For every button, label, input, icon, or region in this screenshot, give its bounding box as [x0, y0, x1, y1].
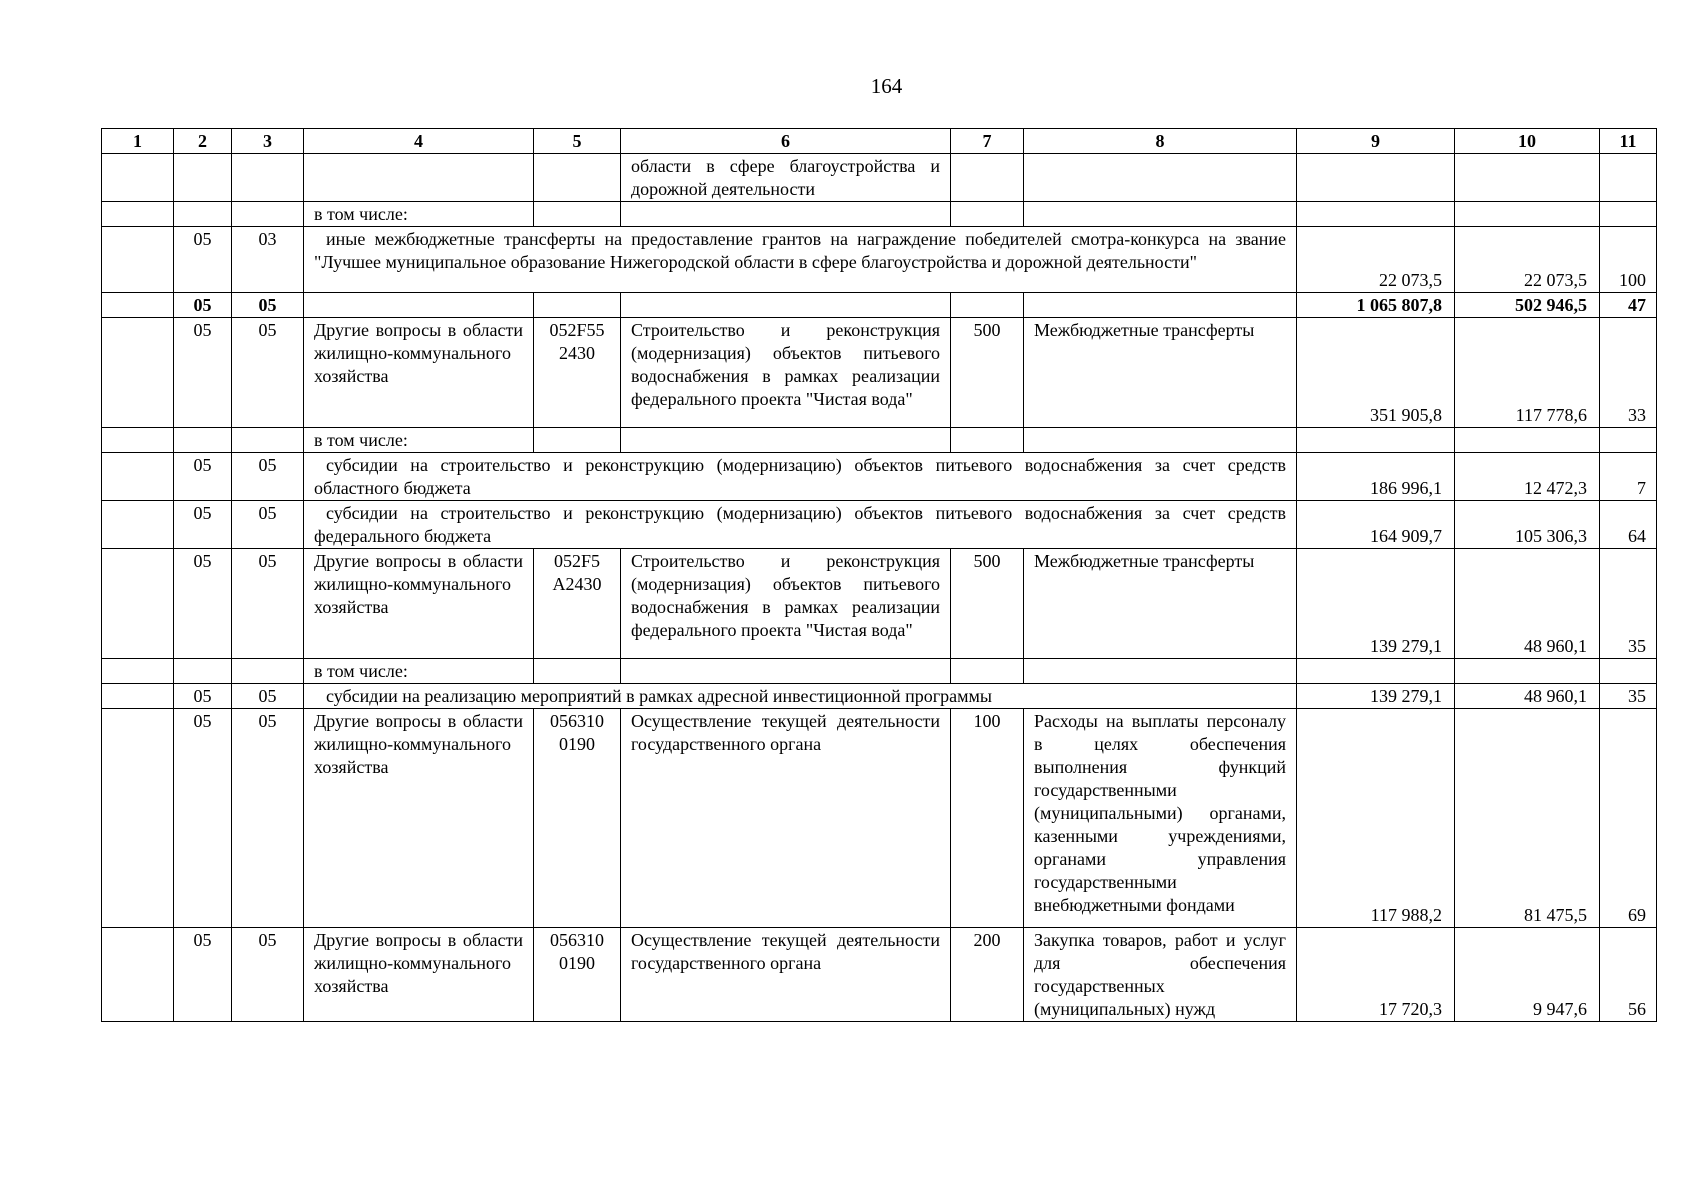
- section-code: 05: [174, 293, 232, 318]
- header-cell: 9: [1297, 129, 1455, 154]
- cell-col11: [1600, 428, 1657, 453]
- subsection-name: Другие вопросы в области жилищно-коммунального хозяйства: [304, 709, 534, 928]
- including-label: в том числе:: [304, 659, 534, 684]
- table-row: [102, 428, 1657, 453]
- cell-col6: [621, 202, 951, 227]
- cell-col1: [102, 428, 174, 453]
- cell-col9: [1297, 659, 1455, 684]
- cell-col2: [174, 202, 232, 227]
- table-body: [102, 154, 1657, 1022]
- cell-col9: [1297, 202, 1455, 227]
- amount-planned: 186 996,1: [1297, 453, 1455, 501]
- amount-executed: 12 472,3: [1455, 453, 1600, 501]
- cell-col8: [1024, 428, 1297, 453]
- cell-col10: [1455, 202, 1600, 227]
- amount-planned: 351 905,8: [1297, 318, 1455, 428]
- cell-col5: [534, 293, 621, 318]
- expense-type-code: 200: [951, 928, 1024, 1022]
- amount-planned: 139 279,1: [1297, 684, 1455, 709]
- cell-col6: [621, 659, 951, 684]
- cell-col7: [951, 293, 1024, 318]
- cell-col5: [534, 202, 621, 227]
- table-row: [102, 928, 1657, 1022]
- amount-planned: 22 073,5: [1297, 227, 1455, 293]
- cell-col2: [174, 659, 232, 684]
- subsection-name: Другие вопросы в области жилищно-коммунального хозяйства: [304, 549, 534, 659]
- article-name: Строительство и реконструкция (модернизация) объектов питьевого водоснабжения в рамках реализации федерального проекта "Чистая вода": [621, 318, 951, 428]
- section-code: [174, 154, 232, 202]
- percent-executed: 64: [1600, 501, 1657, 549]
- amount-executed: [1455, 154, 1600, 202]
- cell-col7: [951, 659, 1024, 684]
- header-cell: 2: [174, 129, 232, 154]
- subsection-code: 05: [232, 549, 304, 659]
- subsection-name: Другие вопросы в области жилищно-коммунального хозяйства: [304, 318, 534, 428]
- cell-col5: [534, 428, 621, 453]
- percent-executed: 69: [1600, 709, 1657, 928]
- table-row: [102, 659, 1657, 684]
- cell-col1: [102, 318, 174, 428]
- header-cell: 3: [232, 129, 304, 154]
- section-code: 05: [174, 501, 232, 549]
- amount-executed: 81 475,5: [1455, 709, 1600, 928]
- cell-col8: [1024, 293, 1297, 318]
- cell-col2: [174, 428, 232, 453]
- row-description: [304, 227, 1297, 293]
- table-row: [102, 202, 1657, 227]
- amount-executed: 9 947,6: [1455, 928, 1600, 1022]
- amount-executed: 502 946,5: [1455, 293, 1600, 318]
- subsection-code: 05: [232, 928, 304, 1022]
- percent-executed: 33: [1600, 318, 1657, 428]
- article-name: Осуществление текущей деятельности государственного органа: [621, 928, 951, 1022]
- article-name: Строительство и реконструкция (модернизация) объектов питьевого водоснабжения в рамках реализации федерального проекта "Чистая вода": [621, 549, 951, 659]
- cell-col3: [232, 659, 304, 684]
- expense-type-name: Межбюджетные трансферты: [1024, 318, 1297, 428]
- budget-table: [101, 128, 1657, 1022]
- cell-col1: [102, 154, 174, 202]
- cell-col1: [102, 684, 174, 709]
- subsection-code: 03: [232, 227, 304, 293]
- cell-col7: [951, 202, 1024, 227]
- target-article-code: 052F5 A2430: [534, 549, 621, 659]
- cell-col11: [1600, 202, 1657, 227]
- cell-col5: [534, 659, 621, 684]
- amount-executed: 48 960,1: [1455, 684, 1600, 709]
- percent-executed: [1600, 154, 1657, 202]
- cell-col1: [102, 501, 174, 549]
- cell-col1: [102, 202, 174, 227]
- row-description-text: субсидии на реализацию мероприятий в рамках адресной инвестиционной программы: [326, 686, 992, 706]
- percent-executed: 47: [1600, 293, 1657, 318]
- row-description: [304, 501, 1297, 549]
- percent-executed: 100: [1600, 227, 1657, 293]
- row-description: [304, 453, 1297, 501]
- section-code: 05: [174, 318, 232, 428]
- header-cell: 5: [534, 129, 621, 154]
- subsection-code: 05: [232, 318, 304, 428]
- cell-col6: [621, 293, 951, 318]
- table-row: [102, 549, 1657, 659]
- subsection-code: 05: [232, 501, 304, 549]
- table-row: [102, 453, 1657, 501]
- expense-type-code: 500: [951, 549, 1024, 659]
- table-row: [102, 501, 1657, 549]
- target-article-code: 056310 0190: [534, 928, 621, 1022]
- percent-executed: 7: [1600, 453, 1657, 501]
- section-code: 05: [174, 549, 232, 659]
- expense-type-code: 100: [951, 709, 1024, 928]
- subsection-code: 05: [232, 684, 304, 709]
- cell-col1: [102, 549, 174, 659]
- cell-col1: [102, 659, 174, 684]
- amount-planned: [1297, 154, 1455, 202]
- page-number: 164: [870, 74, 903, 98]
- table-row: [102, 684, 1657, 709]
- target-article-code: 056310 0190: [534, 709, 621, 928]
- subsection-code: [232, 154, 304, 202]
- section-code: 05: [174, 928, 232, 1022]
- row-description-text: субсидии на строительство и реконструкцию (модернизацию) объектов питьевого водоснабжения за счет средств областного бюджета: [314, 455, 1286, 498]
- header-cell: 6: [621, 129, 951, 154]
- table-row: [102, 318, 1657, 428]
- row-description-text: субсидии на строительство и реконструкцию (модернизацию) объектов питьевого водоснабжения за счет средств федерального бюджета: [314, 503, 1286, 546]
- subsection-code: 05: [232, 293, 304, 318]
- article-name: области в сфере благоустройства и дорожной деятельности: [621, 154, 951, 202]
- cell-col3: [232, 202, 304, 227]
- table-row: [102, 709, 1657, 928]
- amount-executed: 105 306,3: [1455, 501, 1600, 549]
- percent-executed: 35: [1600, 549, 1657, 659]
- amount-executed: 48 960,1: [1455, 549, 1600, 659]
- expense-type-name: [1024, 154, 1297, 202]
- expense-type-code: [951, 154, 1024, 202]
- row-description: [304, 684, 1297, 709]
- including-label: в том числе:: [304, 428, 534, 453]
- header-cell: 7: [951, 129, 1024, 154]
- header-cell: 1: [102, 129, 174, 154]
- target-article-code: [534, 154, 621, 202]
- header-row: [102, 129, 1657, 154]
- target-article-code: 052F55 2430: [534, 318, 621, 428]
- article-name: Осуществление текущей деятельности государственного органа: [621, 709, 951, 928]
- percent-executed: 35: [1600, 684, 1657, 709]
- subsection-name: Другие вопросы в области жилищно-коммунального хозяйства: [304, 928, 534, 1022]
- cell-col6: [621, 428, 951, 453]
- header-cell: 11: [1600, 129, 1657, 154]
- cell-col4: [304, 293, 534, 318]
- amount-planned: 17 720,3: [1297, 928, 1455, 1022]
- amount-planned: 117 988,2: [1297, 709, 1455, 928]
- amount-executed: 22 073,5: [1455, 227, 1600, 293]
- expense-type-name: Закупка товаров, работ и услуг для обеспечения государственных (муниципальных) нужд: [1024, 928, 1297, 1022]
- amount-planned: 139 279,1: [1297, 549, 1455, 659]
- amount-planned: 164 909,7: [1297, 501, 1455, 549]
- expense-type-name: Расходы на выплаты персоналу в целях обеспечения выполнения функций государственными (муниципальными) органами, казенными учреждениями, органами управления государственными внебюджетными фондами: [1024, 709, 1297, 928]
- subsection-code: 05: [232, 709, 304, 928]
- cell-col11: [1600, 659, 1657, 684]
- cell-col1: [102, 928, 174, 1022]
- cell-col1: [102, 293, 174, 318]
- cell-col8: [1024, 202, 1297, 227]
- header-cell: 8: [1024, 129, 1297, 154]
- cell-col10: [1455, 428, 1600, 453]
- cell-col10: [1455, 659, 1600, 684]
- expense-type-name: Межбюджетные трансферты: [1024, 549, 1297, 659]
- cell-col7: [951, 428, 1024, 453]
- cell-col1: [102, 227, 174, 293]
- row-description-text: иные межбюджетные трансферты на предоставление грантов на награждение победителей смотра-конкурса на звание "Лучшее муниципальное образование Нижегородской области в сфере благоустройства и дорожной деятельности": [314, 229, 1286, 272]
- table-row: [102, 227, 1657, 293]
- subsection-code: 05: [232, 453, 304, 501]
- including-label: в том числе:: [304, 202, 534, 227]
- section-code: 05: [174, 227, 232, 293]
- cell-col1: [102, 709, 174, 928]
- amount-executed: 117 778,6: [1455, 318, 1600, 428]
- expense-type-code: 500: [951, 318, 1024, 428]
- section-code: 05: [174, 453, 232, 501]
- header-cell: 10: [1455, 129, 1600, 154]
- cell-col9: [1297, 428, 1455, 453]
- percent-executed: 56: [1600, 928, 1657, 1022]
- cell-col8: [1024, 659, 1297, 684]
- header-cell: 4: [304, 129, 534, 154]
- section-code: 05: [174, 709, 232, 928]
- table-row: [102, 154, 1657, 202]
- table-row: [102, 293, 1657, 318]
- cell-col3: [232, 428, 304, 453]
- subsection-name: [304, 154, 534, 202]
- amount-planned: 1 065 807,8: [1297, 293, 1455, 318]
- section-code: 05: [174, 684, 232, 709]
- cell-col1: [102, 453, 174, 501]
